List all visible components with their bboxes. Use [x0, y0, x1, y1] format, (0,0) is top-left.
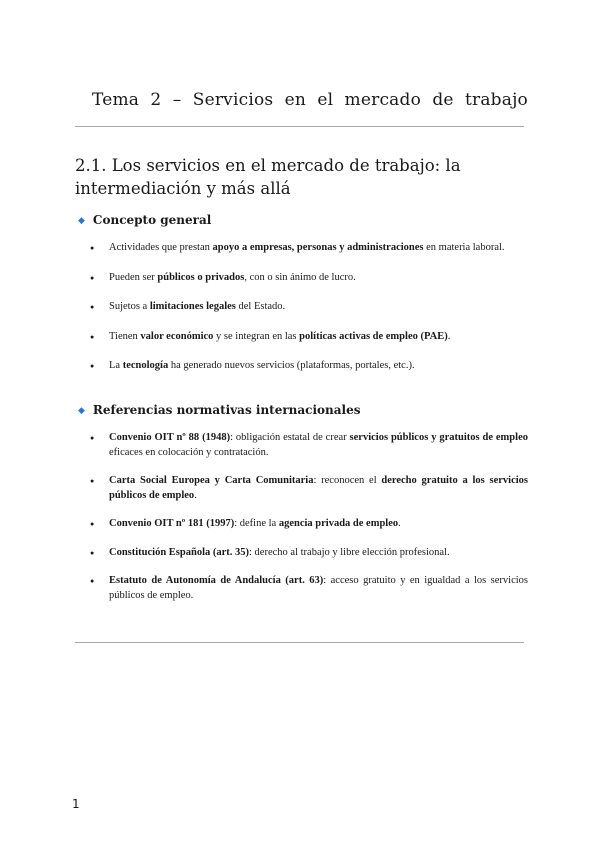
page-header-title: Tema 2 – Servicios en el mercado de trabajo	[92, 90, 528, 110]
text: Actividades que prestan	[109, 242, 213, 253]
text: del Estado.	[235, 301, 286, 312]
diamond-bullet-icon: ◆	[78, 216, 85, 226]
text: ha generado nuevos servicios (plataformas, portales, etc.).	[168, 360, 415, 371]
bold-text: Estatuto de Autonomía de Andalucía (art. 63)	[109, 575, 324, 586]
text: : derecho al trabajo y libre elección profesional.	[249, 546, 450, 558]
list-item	[90, 517, 528, 532]
list-item	[90, 359, 528, 374]
bold-text: Convenio OIT nº 181 (1997)	[109, 518, 235, 529]
list-item	[90, 546, 528, 561]
text: y se integran en las	[213, 330, 300, 342]
list-item	[90, 241, 528, 256]
section-title: 2.1. Los servicios en el mercado de trabajo: la intermediación y más allá	[75, 156, 461, 198]
text: .	[194, 489, 197, 501]
list-item	[90, 300, 528, 315]
list-item	[90, 474, 528, 503]
text: Tienen	[109, 330, 141, 342]
bold-text: políticas activas de empleo (PAE)	[299, 330, 448, 342]
list-item	[90, 330, 528, 345]
list-item	[90, 271, 528, 286]
bold-text: servicios públicos y gratuitos de empleo	[349, 432, 528, 443]
bold-text: agencia privada de empleo	[278, 518, 399, 529]
text: .	[447, 330, 451, 342]
text: , con o sin ánimo de lucro.	[244, 271, 356, 283]
bold-text: públicos o privados	[157, 271, 245, 283]
bold-text: Convenio OIT nº 88 (1948)	[109, 432, 231, 443]
concepto-heading	[78, 213, 211, 227]
bold-text: apoyo a empresas, personas y administraciones	[212, 242, 424, 253]
referencias-list	[90, 431, 528, 617]
text: : reconocen el	[313, 475, 382, 486]
footer-divider	[75, 642, 524, 643]
text: : obligación estatal de crear	[230, 432, 350, 443]
text: eficaces en colocación y contratación.	[109, 446, 269, 458]
text: Sujetos a	[109, 301, 150, 312]
bold-text: Constitución Española (art. 35)	[109, 546, 250, 558]
text: en materia laboral.	[423, 242, 505, 253]
referencias-heading-text: Referencias normativas internacionales	[92, 403, 361, 417]
text: La	[109, 360, 123, 371]
concepto-list	[90, 241, 528, 389]
bold-text: derecho gratuito a los servicios públicos de empleo	[109, 475, 528, 501]
bold-text: tecnología	[122, 360, 169, 371]
text: Pueden ser	[109, 271, 158, 283]
text: .	[398, 518, 401, 529]
diamond-bullet-icon: ◆	[78, 406, 85, 416]
referencias-heading	[78, 403, 361, 417]
list-item	[90, 431, 528, 460]
bold-text: Carta Social Europea y Carta Comunitaria	[109, 475, 314, 486]
text: : define la	[234, 518, 279, 529]
text: : acceso gratuito y en igualdad a los servicios públicos de empleo.	[109, 575, 529, 601]
bold-text: valor económico	[140, 330, 214, 342]
header-divider	[75, 126, 524, 127]
list-item	[90, 574, 528, 603]
concepto-heading-text: Concepto general	[92, 213, 212, 227]
page-number: 1	[72, 797, 80, 811]
bold-text: limitaciones legales	[149, 301, 236, 312]
